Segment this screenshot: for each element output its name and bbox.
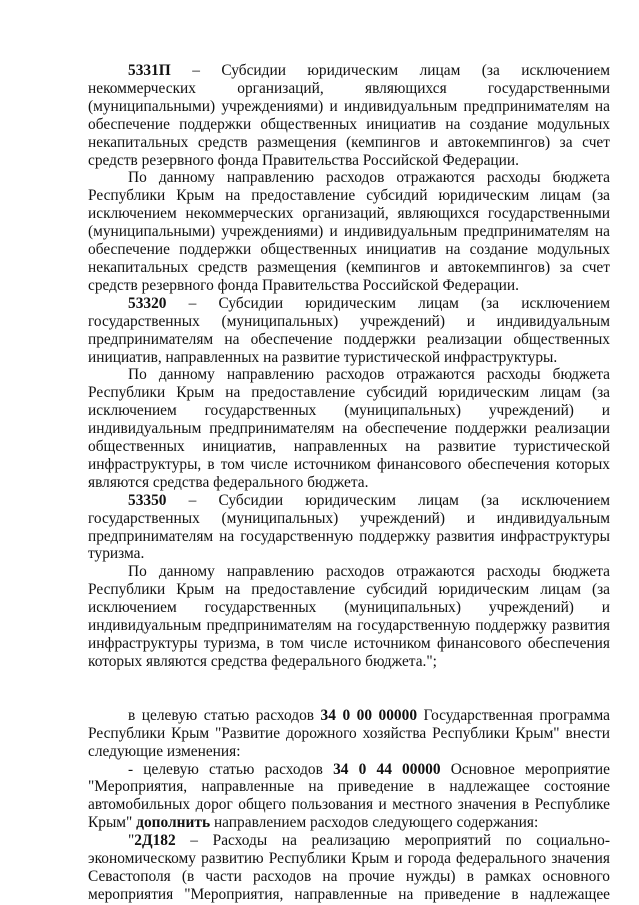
paragraph-text: По данному направлению расходов отражаются расходы бюджета Республики Крым на предоставление субсидий юридическим лицам (за исключением некоммерческих организаций, являющихся государственными (муниципальными) учреждениями) и индивидуальным предпринимателям на обеспечение поддержки общественных инициатив на создание модульных некапитальных средств размещения (кемпингов и автокемпингов) за счет средств резервного фонда Правительства Российской Федерации. [88, 169, 610, 294]
document-page [88, 62, 610, 904]
target-article-code: 34 0 00 00000 [320, 706, 418, 724]
paragraph-53350-description [88, 563, 610, 670]
paragraph-text: – Расходы на реализацию мероприятий по социально-экономическому развитию Республики Крым и города федерального значения Севастополя (в части расходов на прочие нужды) в рамках основного мероприятия "Мероприятия, направленные на приведение в надлежащее [88, 832, 610, 903]
paragraph-text: направлением расходов следующего содержания: [210, 814, 539, 832]
paragraph-text: Государственная программа Республики Крым "Развитие дорожного хозяйства Республики Крым" внести следующие изменения: [88, 706, 610, 760]
paragraph-53320 [88, 295, 610, 367]
paragraph-text: в целевую статью расходов [128, 706, 321, 724]
paragraph-text: " [128, 832, 135, 850]
amendment-keyword: дополнить [136, 814, 211, 832]
paragraph-text: – Субсидии юридическим лицам (за исключением некоммерческих организаций, являющихся государственными (муниципальными) учреждениями) и индивидуальным предпринимателям на обеспечение поддержки общественных инициатив на создание модульных некапитальных средств размещения (кемпингов и автокемпингов) за счет средств резервного фонда Правительства Российской Федерации. [88, 62, 610, 169]
expense-code: 5331П [128, 62, 171, 79]
target-article-code: 34 0 44 00000 [333, 760, 441, 778]
paragraph-text: – Субсидии юридическим лицам (за исключением государственных (муниципальных) учреждений) и индивидуальным предпринимателям на государственную поддержку развития инфраструктуры туризма. [88, 491, 610, 563]
paragraph-main-activity-34-0-44 [88, 761, 610, 833]
expense-code: 53320 [128, 294, 167, 312]
paragraph-5331p-description [88, 169, 610, 294]
paragraph-text: По данному направлению расходов отражаются расходы бюджета Республики Крым на предоставление субсидий юридическим лицам (за исключением государственных (муниципальных) учреждений) и индивидуальным предпринимателям на обеспечение поддержки реализации общественных инициатив, направленных на развитие туристической инфраструктуры, в том числе источником финансового обеспечения которых являются средства федерального бюджета. [88, 366, 610, 491]
paragraph-program-34 [88, 707, 610, 761]
expense-code: 53350 [128, 491, 167, 509]
paragraph-2d182 [88, 832, 610, 904]
expense-code: 2Д182 [134, 832, 176, 850]
paragraph-text: - целевую статью расходов [128, 760, 334, 778]
paragraph-53320-description [88, 366, 610, 491]
paragraph-text: – Субсидии юридическим лицам (за исключением государственных (муниципальных) учреждений) и индивидуальным предпринимателям на обеспечение поддержки реализации общественных инициатив, направленных на развитие туристической инфраструктуры. [88, 294, 610, 366]
paragraph-5331p [88, 62, 610, 169]
paragraph-text: Основное мероприятие "Мероприятия, направленные на приведение в надлежащее состояние автомобильных дорог общего пользования и местного значения в Республике Крым" [88, 760, 610, 832]
paragraph-text: По данному направлению расходов отражаются расходы бюджета Республики Крым на предоставление субсидий юридическим лицам (за исключением государственных (муниципальных) учреждений) и индивидуальным предпринимателям на государственную поддержку развития инфраструктуры туризма, в том числе источником финансового обеспечения которых являются средства федерального бюджета."; [88, 563, 610, 670]
paragraph-53350 [88, 492, 610, 564]
